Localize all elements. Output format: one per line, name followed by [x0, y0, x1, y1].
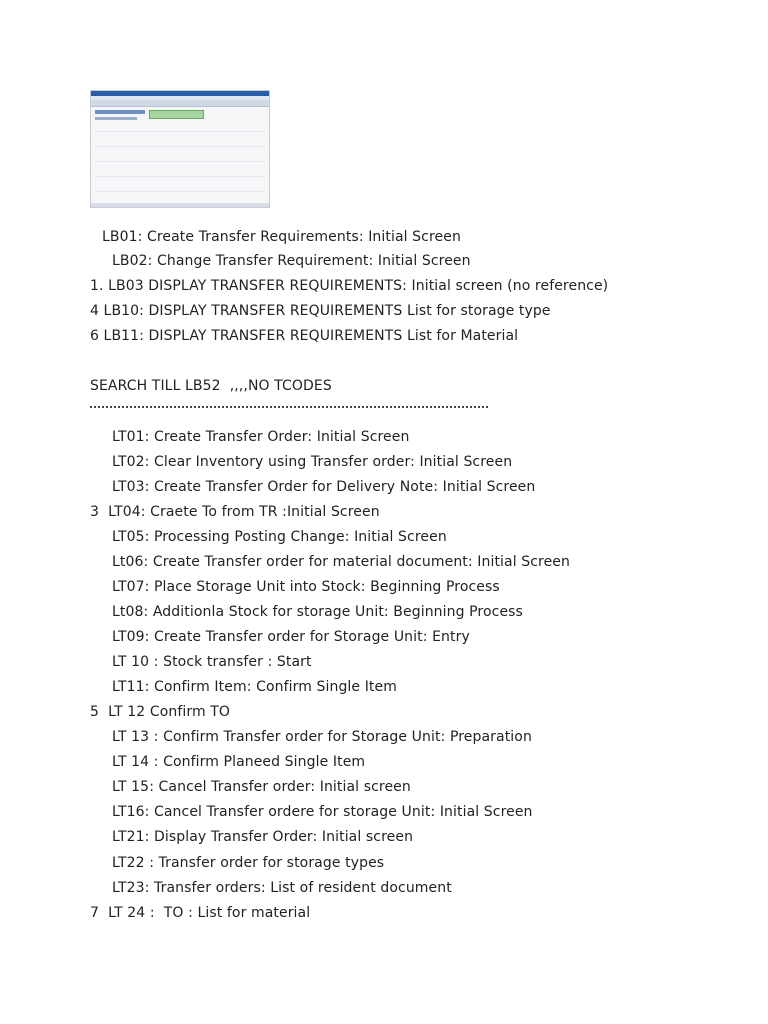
- doc-line: Lt06: Create Transfer order for material document: Initial Screen: [112, 554, 570, 570]
- doc-line: Lt08: Additionla Stock for storage Unit: Beginning Process: [112, 604, 523, 620]
- doc-line: 3 LT04: Craete To from TR :Initial Screen: [90, 504, 380, 520]
- doc-line: 5 LT 12 Confirm TO: [90, 704, 231, 720]
- doc-line: LT 14 : Confirm Planeed Single Item: [112, 754, 366, 770]
- doc-line: LT01: Create Transfer Order: Initial Screen: [112, 429, 410, 445]
- dotted-separator: [90, 406, 488, 408]
- thumbnail-gridline: [95, 131, 265, 132]
- doc-line: LT22 : Transfer order for storage types: [112, 855, 385, 871]
- doc-line: LT09: Create Transfer order for Storage Unit: Entry: [112, 629, 470, 645]
- thumbnail-statusbar: [91, 203, 269, 207]
- thumbnail-field: [95, 110, 145, 114]
- doc-line: 7 LT 24 : TO : List for material: [90, 905, 311, 921]
- doc-line: LT21: Display Transfer Order: Initial screen: [112, 829, 414, 845]
- doc-line: 6 LB11: DISPLAY TRANSFER REQUIREMENTS List for Material: [90, 328, 519, 344]
- thumbnail-toolbar: [91, 100, 269, 107]
- doc-line: 1. LB03 DISPLAY TRANSFER REQUIREMENTS: Initial screen (no reference): [90, 278, 609, 294]
- doc-line: LT11: Confirm Item: Confirm Single Item: [112, 679, 397, 695]
- doc-line: LT03: Create Transfer Order for Delivery Note: Initial Screen: [112, 479, 536, 495]
- doc-line: LT02: Clear Inventory using Transfer order: Initial Screen: [112, 454, 513, 470]
- thumbnail-gridline: [95, 176, 265, 177]
- thumbnail-gridline: [95, 161, 265, 162]
- doc-line: LT23: Transfer orders: List of resident document: [112, 880, 452, 896]
- doc-line: SEARCH TILL LB52 ,,,,NO TCODES: [90, 378, 332, 394]
- screenshot-thumbnail: [90, 90, 270, 208]
- doc-line: LT16: Cancel Transfer ordere for storage Unit: Initial Screen: [112, 804, 533, 820]
- doc-line: LT 10 : Stock transfer : Start: [112, 654, 312, 670]
- doc-line: 4 LB10: DISPLAY TRANSFER REQUIREMENTS List for storage type: [90, 303, 551, 319]
- doc-line: LT 13 : Confirm Transfer order for Storage Unit: Preparation: [112, 729, 532, 745]
- doc-line: LB01: Create Transfer Requirements: Initial Screen: [102, 229, 461, 245]
- doc-line: LB02: Change Transfer Requirement: Initial Screen: [112, 253, 471, 269]
- doc-line: LT07: Place Storage Unit into Stock: Beginning Process: [112, 579, 500, 595]
- thumbnail-field: [95, 117, 137, 120]
- thumbnail-gridline: [95, 146, 265, 147]
- doc-line: LT 15: Cancel Transfer order: Initial screen: [112, 779, 411, 795]
- thumbnail-highlight-box: [149, 110, 204, 119]
- thumbnail-gridline: [95, 191, 265, 192]
- doc-line: LT05: Processing Posting Change: Initial Screen: [112, 529, 447, 545]
